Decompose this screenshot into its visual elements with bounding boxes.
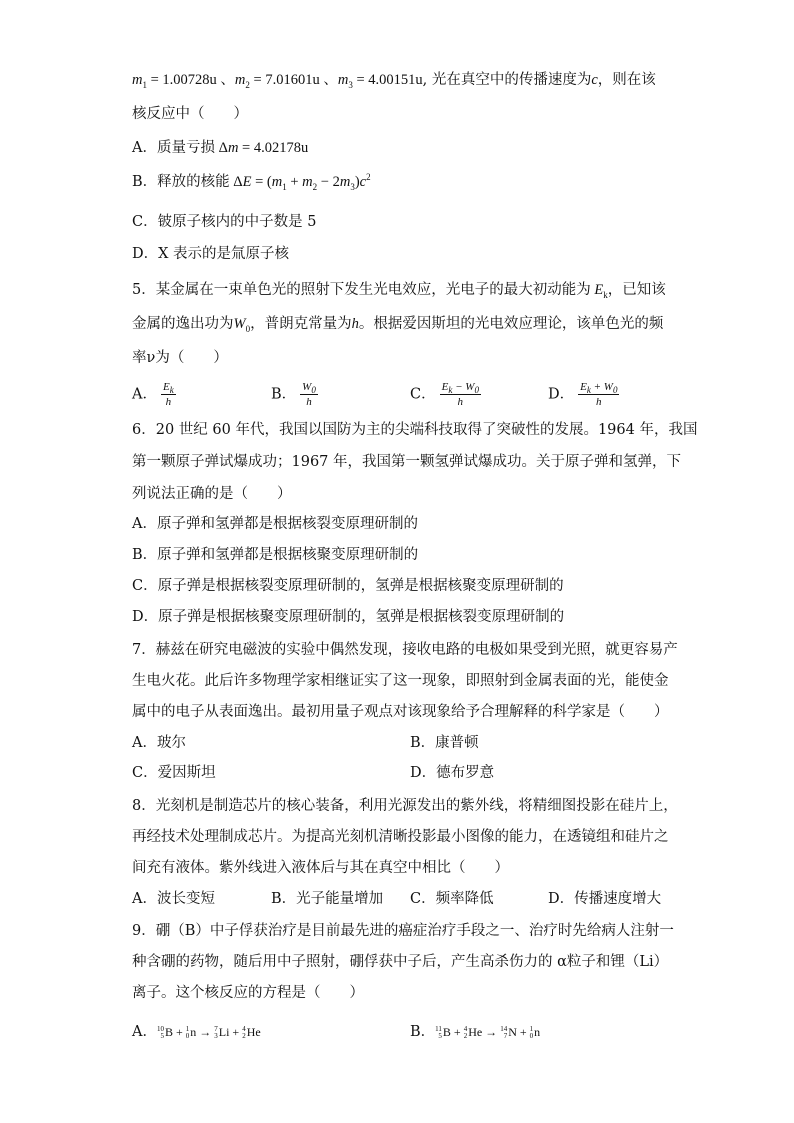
q4-option-a[interactable]: A．质量亏损 Δm = 4.02178u	[132, 140, 309, 156]
q6-option-a[interactable]: A．原子弹和氢弹都是根据核裂变原理研制的	[132, 516, 418, 532]
q5-option-b[interactable]: B． $\frac{W_0}{h}$	[271, 381, 316, 408]
q4-option-b[interactable]: B．释放的核能 $\Delta E = (m_1 + m_2 - 2m_3)c^2$	[132, 172, 371, 192]
q4-option-c[interactable]: C．铍原子核内的中子数是 5	[132, 214, 317, 230]
q6-stem-line1: 6．20 世纪 60 年代，我国以国防为主的尖端科技取得了突破性的发展。1964 年，我国	[132, 422, 698, 438]
q7-stem-line1: 7．赫兹在研究电磁波的实验中偶然发现，接收电路的电极如果受到光照，就更容易产	[132, 642, 678, 658]
q5-option-d[interactable]: D． $\frac{E_k + W_0}{h}$	[548, 381, 618, 408]
q7-option-c[interactable]: C．爱因斯坦	[132, 765, 216, 781]
q5-stem-line2: 金属的逸出功为$W_0$，普朗克常量为h。根据爱因斯坦的光电效应理论，该单色光的频	[132, 316, 664, 334]
q8-option-b[interactable]: B．光子能量增加	[271, 891, 384, 907]
q5-option-a[interactable]: A． $\frac{E_k}{h}$	[132, 381, 174, 408]
q4-option-d[interactable]: D．X 表示的是氚原子核	[132, 246, 290, 262]
q9-stem-line2: 种含硼的药物，随后用中子照射，硼俘获中子后，产生高杀伤力的 α粒子和锂（Li）	[132, 954, 669, 970]
q4-masses-line: $m_1 = 1.00728u$ 、$m_2 = 7.01601u$ 、$m_3 = 4.00151u$, 光在真空中的传播速度为c，则在该	[132, 72, 656, 90]
q8-stem-line3: 间充有液体。紫外线进入液体后与其在真空中相比（ ）	[132, 860, 509, 876]
q7-stem-line3: 属中的电子从表面逸出。最初用量子观点对该现象给予合理解释的科学家是（ ）	[132, 704, 669, 720]
q6-option-b[interactable]: B．原子弹和氢弹都是根据核聚变原理研制的	[132, 547, 419, 563]
q8-stem-line2: 再经技术处理制成芯片。为提高光刻机清晰投影最小图像的能力，在透镜组和硅片之	[132, 829, 669, 845]
q7-option-d[interactable]: D．德布罗意	[410, 765, 495, 781]
q9-stem-line3: 离子。这个核反应的方程是（ ）	[132, 985, 364, 1001]
q7-option-a[interactable]: A．玻尔	[132, 735, 186, 751]
q7-stem-line2: 生电火花。此后许多物理学家相继证实了这一现象，即照射到金属表面的光，能使金	[132, 673, 669, 689]
q5-stem-line1: 5．某金属在一束单色光的照射下发生光电效应，光电子的最大初动能为 $E_k$，已知该	[132, 282, 666, 300]
q8-stem-line1: 8．光刻机是制造芯片的核心装备，利用光源发出的紫外线，将精细图投影在硅片上，	[132, 798, 678, 814]
q6-stem-line2: 第一颗原子弹试爆成功；1967 年，我国第一颗氢弹试爆成功。关于原子弹和氢弹，下	[132, 454, 682, 470]
q9-stem-line1: 9．硼（B）中子俘获治疗是目前最先进的癌症治疗手段之一、治疗时先给病人注射一	[132, 923, 674, 939]
q9-option-a[interactable]: A． 10 5 B + 1 0 n → 7 3 Li + 4 2 He	[132, 1024, 261, 1041]
q8-option-a[interactable]: A．波长变短	[132, 891, 215, 907]
q9-option-b[interactable]: B． 11 5 B + 4 2 He → 14 7 N + 1 0 n	[410, 1024, 541, 1041]
q8-option-d[interactable]: D．传播速度增大	[548, 891, 662, 907]
q8-option-c[interactable]: C．频率降低	[410, 891, 494, 907]
q6-option-c[interactable]: C．原子弹是根据核裂变原理研制的，氢弹是根据核聚变原理研制的	[132, 578, 564, 594]
q5-stem-line3: 率ν为（ ）	[132, 350, 228, 366]
q6-stem-line3: 列说法正确的是（ ）	[132, 486, 292, 502]
q5-option-c[interactable]: C． $\frac{E_k - W_0}{h}$	[410, 381, 479, 408]
q4-stem-line2: 核反应中（ ）	[132, 106, 248, 122]
q6-option-d[interactable]: D．原子弹是根据核聚变原理研制的，氢弹是根据核裂变原理研制的	[132, 609, 565, 625]
q7-option-b[interactable]: B．康普顿	[410, 735, 479, 751]
